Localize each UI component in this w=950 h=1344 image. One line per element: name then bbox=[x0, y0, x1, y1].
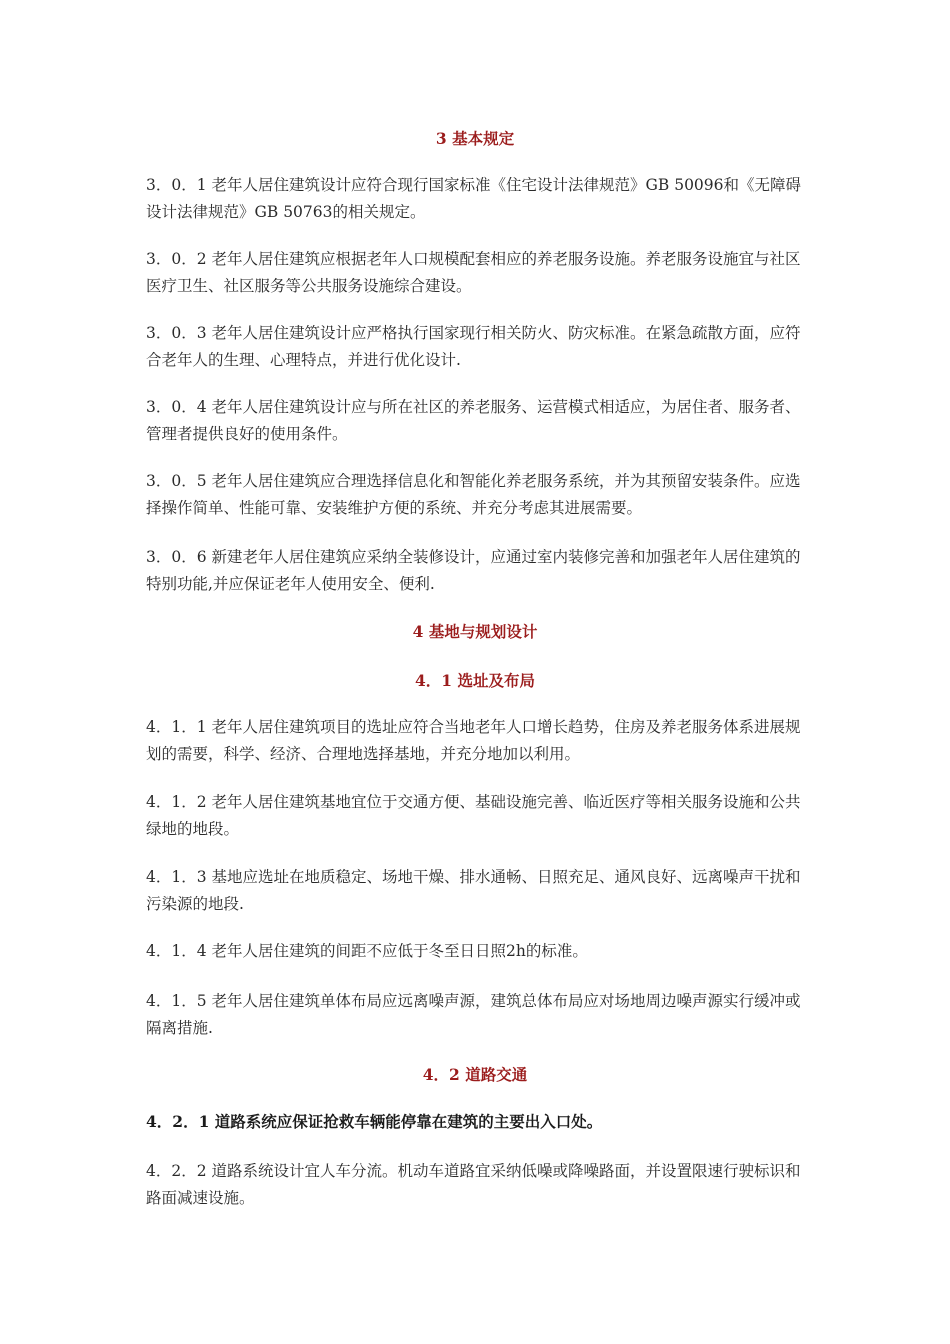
clause-3-0-2: 3．0．2 老年人居住建筑应根据老年人口规模配套相应的养老服务设施。养老服务设施宜与社区医疗卫生、社区服务等公共服务设施综合建设。 bbox=[146, 250, 801, 295]
clause-3-0-6: 3．0．6 新建老年人居住建筑应采纳全装修设计，应通过室内装修完善和加强老年人居住建筑的特别功能,并应保证老年人使用安全、便利. bbox=[146, 548, 801, 593]
subsection-heading-4-1: 4．1 选址及布局 bbox=[415, 671, 535, 690]
clause-4-2-1: 4．2．1 道路系统应保证抢救车辆能停靠在建筑的主要出入口处。 bbox=[146, 1112, 603, 1131]
clause-3-0-1: 3．0．1 老年人居住建筑设计应符合现行国家标准《住宅设计法律规范》GB 50096和《无障碍设计法律规范》GB 50763的相关规定。 bbox=[146, 176, 802, 221]
clause-4-1-4: 4．1．4 老年人居住建筑的间距不应低于冬至日日照2h的标准。 bbox=[146, 942, 588, 960]
section-heading-3: 3 基本规定 bbox=[435, 129, 515, 148]
subsection-heading-4-2: 4．2 道路交通 bbox=[422, 1065, 528, 1084]
clause-4-1-5: 4．1．5 老年人居住建筑单体布局应远离噪声源，建筑总体布局应对场地周边噪声源实行缓冲或隔离措施. bbox=[146, 992, 801, 1037]
clause-4-1-2: 4．1．2 老年人居住建筑基地宜位于交通方便、基础设施完善、临近医疗等相关服务设施和公共绿地的地段。 bbox=[146, 793, 801, 838]
clause-4-2-2: 4．2．2 道路系统设计宜人车分流。机动车道路宜采纳低噪或降噪路面，并设置限速行驶标识和路面减速设施。 bbox=[146, 1162, 801, 1207]
clause-4-1-3: 4．1．3 基地应选址在地质稳定、场地干燥、排水通畅、日照充足、通风良好、远离噪声干扰和污染源的地段. bbox=[146, 868, 801, 913]
clause-3-0-4: 3．0．4 老年人居住建筑设计应与所在社区的养老服务、运营模式相适应，为居住者、服务者、管理者提供良好的使用条件。 bbox=[146, 398, 801, 443]
clause-3-0-3: 3．0．3 老年人居住建筑设计应严格执行国家现行相关防火、防灾标准。在紧急疏散方面，应符合老年人的生理、心理特点，并进行优化设计. bbox=[146, 324, 801, 369]
clause-4-1-1: 4．1．1 老年人居住建筑项目的选址应符合当地老年人口增长趋势，住房及养老服务体系进展规划的需要，科学、经济、合理地选择基地，并充分地加以利用。 bbox=[146, 718, 801, 763]
section-heading-4: 4 基地与规划设计 bbox=[412, 622, 538, 641]
clause-3-0-5: 3．0．5 老年人居住建筑应合理选择信息化和智能化养老服务系统，并为其预留安装条件。应选择操作简单、性能可靠、安装维护方便的系统、并充分考虑其进展需要。 bbox=[146, 472, 801, 517]
